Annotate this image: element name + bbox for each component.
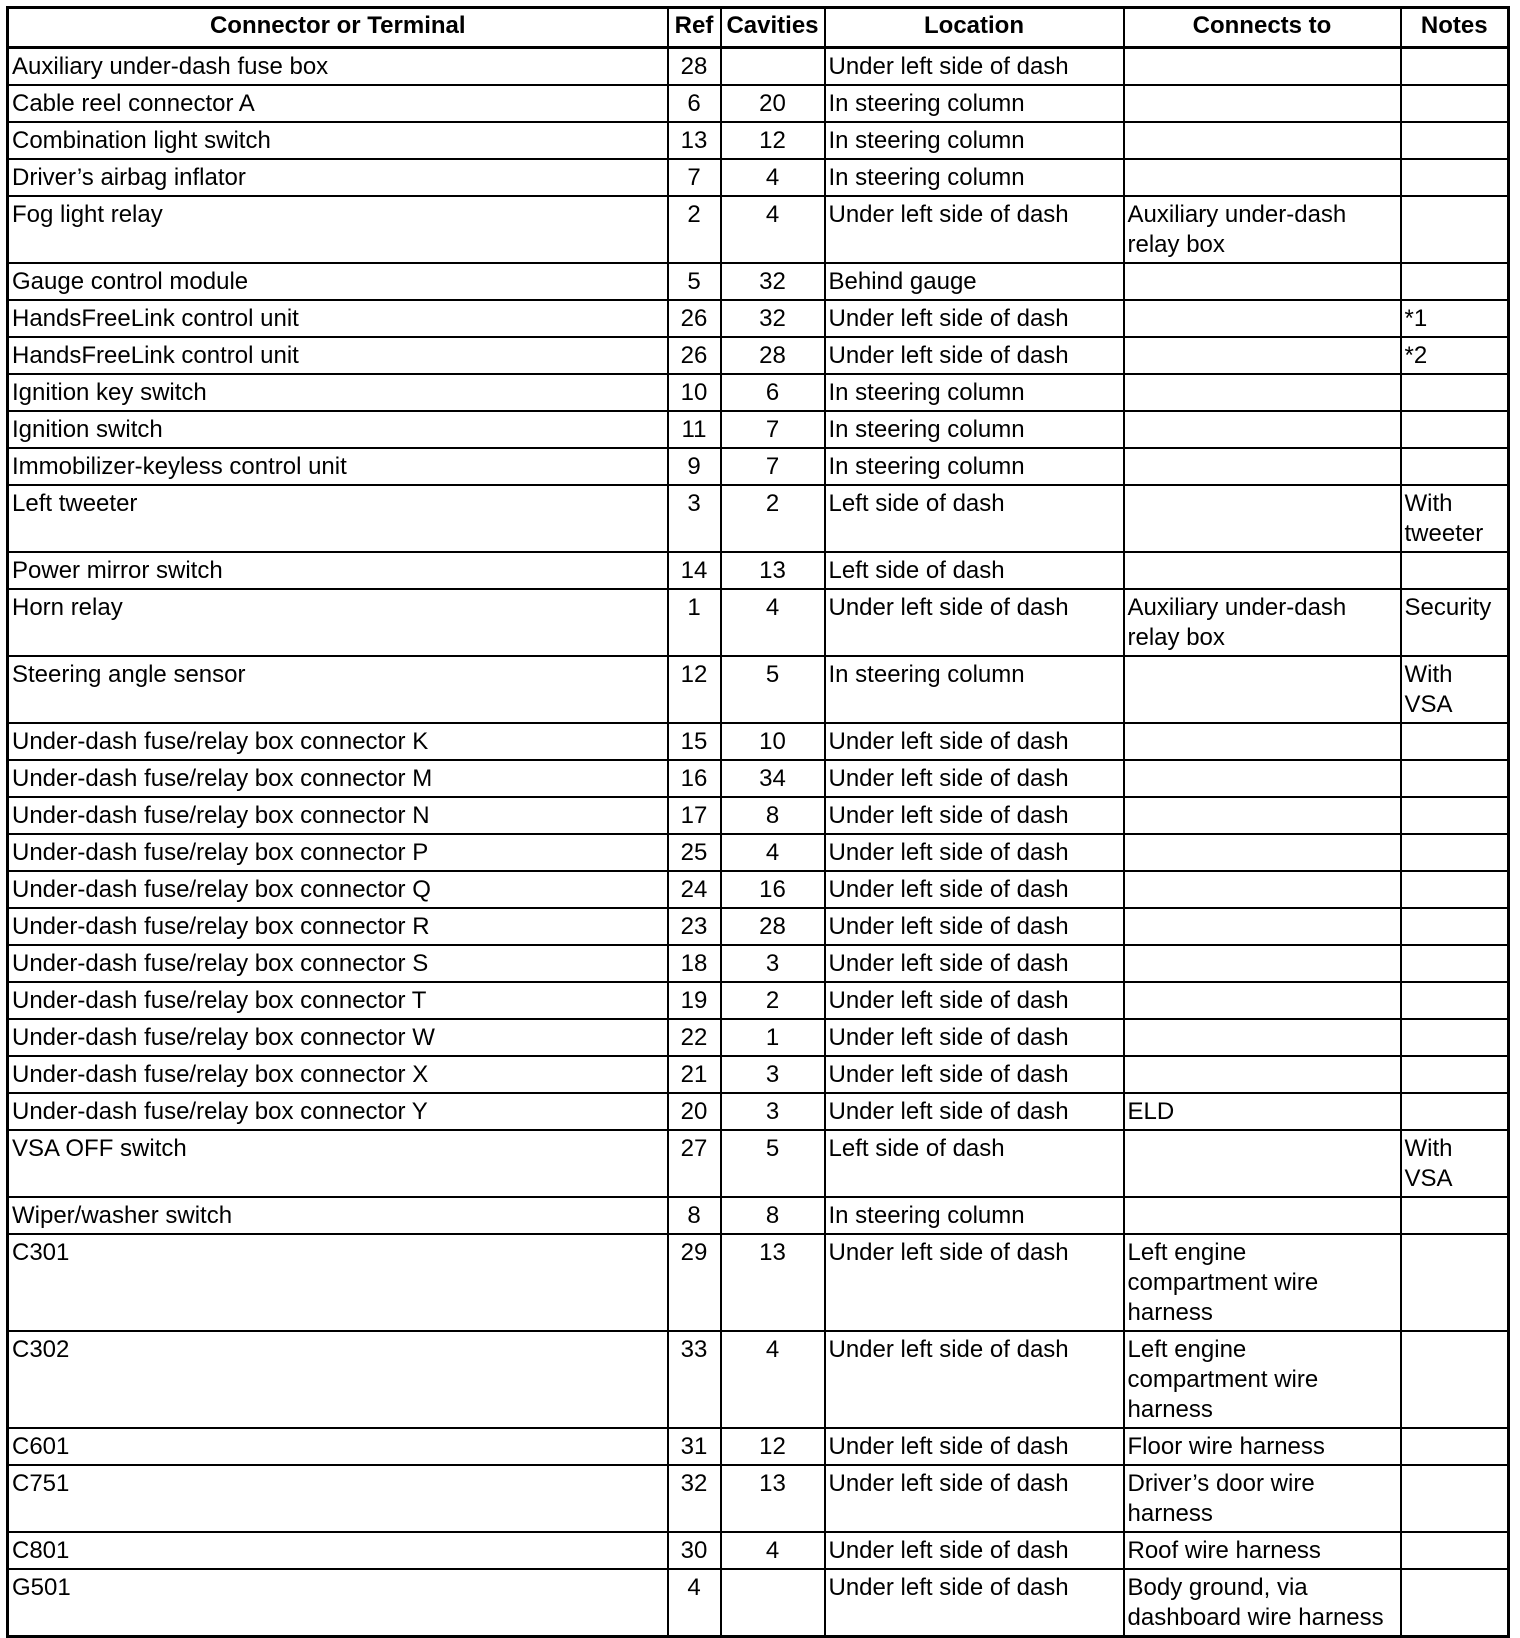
cell-cavities: 2: [721, 982, 825, 1019]
table-row: [8, 85, 1509, 122]
cell-notes: [1401, 871, 1509, 908]
table-row: [8, 448, 1509, 485]
cell-notes: With VSA: [1401, 1130, 1509, 1197]
cell-ref: 2: [668, 196, 721, 263]
table-row: [8, 196, 1509, 263]
cell-connector: Immobilizer-keyless control unit: [8, 448, 668, 485]
cell-location: Under left side of dash: [825, 834, 1124, 871]
cell-connector: Power mirror switch: [8, 552, 668, 589]
cell-ref: 7: [668, 159, 721, 196]
cell-connector: Driver’s airbag inflator: [8, 159, 668, 196]
cell-notes: [1401, 760, 1509, 797]
cell-cavities: 10: [721, 723, 825, 760]
cell-cavities: 5: [721, 1130, 825, 1197]
cell-location: Left side of dash: [825, 1130, 1124, 1197]
cell-location: Under left side of dash: [825, 982, 1124, 1019]
cell-connects-to: [1124, 656, 1401, 723]
cell-connector: Under-dash fuse/relay box connector X: [8, 1056, 668, 1093]
cell-connects-to: [1124, 485, 1401, 552]
cell-connects-to: [1124, 908, 1401, 945]
cell-notes: *2: [1401, 337, 1509, 374]
cell-connector: Cable reel connector A: [8, 85, 668, 122]
cell-location: Under left side of dash: [825, 1569, 1124, 1637]
table-row: [8, 797, 1509, 834]
table-row: [8, 1093, 1509, 1130]
cell-location: Left side of dash: [825, 552, 1124, 589]
cell-connector: Under-dash fuse/relay box connector P: [8, 834, 668, 871]
cell-ref: 13: [668, 122, 721, 159]
cell-connects-to: ELD: [1124, 1093, 1401, 1130]
header-connects-to: Connects to: [1124, 8, 1401, 48]
cell-cavities: 12: [721, 122, 825, 159]
table-row: [8, 337, 1509, 374]
cell-cavities: 32: [721, 300, 825, 337]
table-row: [8, 834, 1509, 871]
cell-notes: [1401, 196, 1509, 263]
table-row: [8, 1465, 1509, 1532]
cell-connector: Under-dash fuse/relay box connector Q: [8, 871, 668, 908]
cell-notes: [1401, 1056, 1509, 1093]
table-row: [8, 122, 1509, 159]
table-row: [8, 1234, 1509, 1331]
cell-ref: 28: [668, 48, 721, 86]
cell-connects-to: [1124, 1197, 1401, 1234]
cell-connects-to: [1124, 337, 1401, 374]
cell-connector: C301: [8, 1234, 668, 1331]
table-row: [8, 374, 1509, 411]
cell-location: Behind gauge: [825, 263, 1124, 300]
cell-connects-to: Auxiliary under-dash relay box: [1124, 196, 1401, 263]
cell-location: Under left side of dash: [825, 1465, 1124, 1532]
cell-connects-to: [1124, 263, 1401, 300]
cell-cavities: 6: [721, 374, 825, 411]
table-row: [8, 300, 1509, 337]
cell-location: Under left side of dash: [825, 48, 1124, 86]
cell-connects-to: [1124, 834, 1401, 871]
table-row: [8, 871, 1509, 908]
cell-cavities: 3: [721, 945, 825, 982]
cell-cavities: 8: [721, 1197, 825, 1234]
cell-cavities: 13: [721, 552, 825, 589]
cell-location: Under left side of dash: [825, 760, 1124, 797]
cell-ref: 31: [668, 1428, 721, 1465]
cell-ref: 25: [668, 834, 721, 871]
cell-connects-to: [1124, 48, 1401, 86]
cell-connects-to: [1124, 85, 1401, 122]
cell-cavities: 4: [721, 834, 825, 871]
cell-connector: Under-dash fuse/relay box connector M: [8, 760, 668, 797]
table-row: [8, 760, 1509, 797]
cell-connects-to: [1124, 374, 1401, 411]
cell-cavities: 28: [721, 908, 825, 945]
cell-connects-to: [1124, 122, 1401, 159]
cell-location: Under left side of dash: [825, 1056, 1124, 1093]
table-row: [8, 159, 1509, 196]
cell-location: In steering column: [825, 448, 1124, 485]
cell-connector: Steering angle sensor: [8, 656, 668, 723]
cell-location: Under left side of dash: [825, 589, 1124, 656]
cell-notes: [1401, 1197, 1509, 1234]
cell-notes: [1401, 908, 1509, 945]
cell-location: Under left side of dash: [825, 723, 1124, 760]
cell-cavities: 4: [721, 1331, 825, 1428]
cell-cavities: 28: [721, 337, 825, 374]
cell-cavities: 3: [721, 1093, 825, 1130]
table-row: [8, 982, 1509, 1019]
cell-ref: 9: [668, 448, 721, 485]
cell-ref: 32: [668, 1465, 721, 1532]
cell-connects-to: [1124, 760, 1401, 797]
cell-connector: Combination light switch: [8, 122, 668, 159]
cell-notes: [1401, 263, 1509, 300]
cell-cavities: 7: [721, 448, 825, 485]
cell-notes: [1401, 85, 1509, 122]
cell-location: In steering column: [825, 1197, 1124, 1234]
cell-cavities: 7: [721, 411, 825, 448]
cell-notes: [1401, 1569, 1509, 1637]
cell-connects-to: Auxiliary under-dash relay box: [1124, 589, 1401, 656]
cell-cavities: 4: [721, 196, 825, 263]
cell-notes: With tweeter: [1401, 485, 1509, 552]
cell-connects-to: Floor wire harness: [1124, 1428, 1401, 1465]
cell-notes: [1401, 1428, 1509, 1465]
cell-cavities: 12: [721, 1428, 825, 1465]
cell-ref: 21: [668, 1056, 721, 1093]
cell-connector: Horn relay: [8, 589, 668, 656]
header-connector: Connector or Terminal: [8, 8, 668, 48]
cell-notes: [1401, 448, 1509, 485]
cell-connector: Under-dash fuse/relay box connector S: [8, 945, 668, 982]
table-row: [8, 552, 1509, 589]
table-body: [8, 48, 1509, 1637]
cell-notes: [1401, 1019, 1509, 1056]
cell-cavities: 34: [721, 760, 825, 797]
cell-ref: 24: [668, 871, 721, 908]
cell-location: Under left side of dash: [825, 1019, 1124, 1056]
table-row: [8, 589, 1509, 656]
cell-connects-to: [1124, 723, 1401, 760]
cell-connects-to: [1124, 1130, 1401, 1197]
header-ref: Ref: [668, 8, 721, 48]
table-row: [8, 908, 1509, 945]
cell-location: Under left side of dash: [825, 1428, 1124, 1465]
cell-connector: Fog light relay: [8, 196, 668, 263]
cell-location: Under left side of dash: [825, 196, 1124, 263]
cell-connector: VSA OFF switch: [8, 1130, 668, 1197]
cell-ref: 18: [668, 945, 721, 982]
cell-cavities: 13: [721, 1234, 825, 1331]
table-row: [8, 723, 1509, 760]
header-notes: Notes: [1401, 8, 1509, 48]
table-row: [8, 1569, 1509, 1637]
cell-location: In steering column: [825, 411, 1124, 448]
cell-cavities: 1: [721, 1019, 825, 1056]
header-cavities: Cavities: [721, 8, 825, 48]
cell-connects-to: [1124, 300, 1401, 337]
cell-notes: With VSA: [1401, 656, 1509, 723]
cell-connects-to: Left engine compartment wire harness: [1124, 1234, 1401, 1331]
cell-location: Under left side of dash: [825, 945, 1124, 982]
table-row: [8, 48, 1509, 86]
table-row: [8, 1056, 1509, 1093]
cell-ref: 6: [668, 85, 721, 122]
cell-connector: Ignition switch: [8, 411, 668, 448]
cell-connector: Gauge control module: [8, 263, 668, 300]
table-row: [8, 945, 1509, 982]
table-row: [8, 1532, 1509, 1569]
cell-ref: 16: [668, 760, 721, 797]
cell-location: Under left side of dash: [825, 871, 1124, 908]
cell-cavities: 13: [721, 1465, 825, 1532]
cell-location: In steering column: [825, 85, 1124, 122]
cell-connector: G501: [8, 1569, 668, 1637]
cell-notes: [1401, 1465, 1509, 1532]
cell-connector: Under-dash fuse/relay box connector T: [8, 982, 668, 1019]
cell-ref: 3: [668, 485, 721, 552]
cell-notes: [1401, 723, 1509, 760]
cell-ref: 19: [668, 982, 721, 1019]
cell-connector: C751: [8, 1465, 668, 1532]
cell-location: Under left side of dash: [825, 908, 1124, 945]
cell-connects-to: [1124, 945, 1401, 982]
cell-connects-to: Driver’s door wire harness: [1124, 1465, 1401, 1532]
cell-notes: [1401, 1093, 1509, 1130]
cell-cavities: [721, 1569, 825, 1637]
cell-notes: [1401, 982, 1509, 1019]
cell-connector: Under-dash fuse/relay box connector W: [8, 1019, 668, 1056]
table-row: [8, 656, 1509, 723]
cell-cavities: 4: [721, 589, 825, 656]
cell-cavities: 4: [721, 1532, 825, 1569]
cell-cavities: 5: [721, 656, 825, 723]
cell-cavities: 8: [721, 797, 825, 834]
table-row: [8, 1019, 1509, 1056]
connector-table: [6, 6, 1510, 1638]
cell-connector: Under-dash fuse/relay box connector Y: [8, 1093, 668, 1130]
header-row: [8, 8, 1509, 48]
cell-ref: 10: [668, 374, 721, 411]
cell-cavities: 2: [721, 485, 825, 552]
cell-ref: 23: [668, 908, 721, 945]
cell-connects-to: [1124, 1019, 1401, 1056]
cell-ref: 5: [668, 263, 721, 300]
cell-ref: 33: [668, 1331, 721, 1428]
cell-notes: [1401, 1234, 1509, 1331]
table-row: [8, 1331, 1509, 1428]
cell-connects-to: Left engine compartment wire harness: [1124, 1331, 1401, 1428]
cell-notes: [1401, 945, 1509, 982]
cell-location: In steering column: [825, 122, 1124, 159]
cell-connects-to: Body ground, via dashboard wire harness: [1124, 1569, 1401, 1637]
cell-ref: 27: [668, 1130, 721, 1197]
cell-ref: 22: [668, 1019, 721, 1056]
cell-cavities: 4: [721, 159, 825, 196]
cell-notes: [1401, 411, 1509, 448]
cell-ref: 1: [668, 589, 721, 656]
cell-connects-to: [1124, 411, 1401, 448]
cell-connects-to: [1124, 448, 1401, 485]
table-row: [8, 485, 1509, 552]
cell-ref: 12: [668, 656, 721, 723]
cell-connector: C302: [8, 1331, 668, 1428]
cell-ref: 17: [668, 797, 721, 834]
cell-ref: 4: [668, 1569, 721, 1637]
cell-connects-to: [1124, 159, 1401, 196]
cell-notes: [1401, 159, 1509, 196]
cell-connector: C801: [8, 1532, 668, 1569]
cell-location: Under left side of dash: [825, 1093, 1124, 1130]
cell-cavities: 16: [721, 871, 825, 908]
cell-connects-to: [1124, 982, 1401, 1019]
cell-notes: [1401, 374, 1509, 411]
cell-location: Left side of dash: [825, 485, 1124, 552]
cell-location: Under left side of dash: [825, 1234, 1124, 1331]
cell-ref: 30: [668, 1532, 721, 1569]
cell-connector: HandsFreeLink control unit: [8, 337, 668, 374]
cell-location: Under left side of dash: [825, 300, 1124, 337]
cell-notes: [1401, 797, 1509, 834]
cell-cavities: 3: [721, 1056, 825, 1093]
cell-notes: [1401, 552, 1509, 589]
table-row: [8, 1428, 1509, 1465]
cell-location: In steering column: [825, 374, 1124, 411]
cell-connector: Under-dash fuse/relay box connector K: [8, 723, 668, 760]
cell-notes: [1401, 834, 1509, 871]
cell-ref: 14: [668, 552, 721, 589]
cell-connector: Under-dash fuse/relay box connector N: [8, 797, 668, 834]
cell-notes: [1401, 48, 1509, 86]
cell-connects-to: [1124, 797, 1401, 834]
cell-location: Under left side of dash: [825, 797, 1124, 834]
cell-connector: Under-dash fuse/relay box connector R: [8, 908, 668, 945]
cell-connector: Auxiliary under-dash fuse box: [8, 48, 668, 86]
table-row: [8, 1130, 1509, 1197]
cell-cavities: 32: [721, 263, 825, 300]
cell-connector: C601: [8, 1428, 668, 1465]
cell-ref: 15: [668, 723, 721, 760]
cell-ref: 20: [668, 1093, 721, 1130]
cell-notes: [1401, 122, 1509, 159]
table-row: [8, 263, 1509, 300]
cell-connects-to: [1124, 871, 1401, 908]
cell-ref: 29: [668, 1234, 721, 1331]
cell-notes: Security: [1401, 589, 1509, 656]
cell-ref: 11: [668, 411, 721, 448]
cell-notes: [1401, 1532, 1509, 1569]
cell-notes: [1401, 1331, 1509, 1428]
cell-connector: HandsFreeLink control unit: [8, 300, 668, 337]
cell-location: Under left side of dash: [825, 1331, 1124, 1428]
cell-connector: Wiper/washer switch: [8, 1197, 668, 1234]
cell-connector: Ignition key switch: [8, 374, 668, 411]
table-row: [8, 411, 1509, 448]
cell-cavities: 20: [721, 85, 825, 122]
cell-connector: Left tweeter: [8, 485, 668, 552]
cell-ref: 26: [668, 337, 721, 374]
header-location: Location: [825, 8, 1124, 48]
cell-location: In steering column: [825, 159, 1124, 196]
cell-location: Under left side of dash: [825, 337, 1124, 374]
table-row: [8, 1197, 1509, 1234]
cell-location: Under left side of dash: [825, 1532, 1124, 1569]
cell-cavities: [721, 48, 825, 86]
cell-notes: *1: [1401, 300, 1509, 337]
cell-connects-to: [1124, 552, 1401, 589]
cell-connects-to: [1124, 1056, 1401, 1093]
cell-ref: 8: [668, 1197, 721, 1234]
cell-connects-to: Roof wire harness: [1124, 1532, 1401, 1569]
cell-ref: 26: [668, 300, 721, 337]
cell-location: In steering column: [825, 656, 1124, 723]
